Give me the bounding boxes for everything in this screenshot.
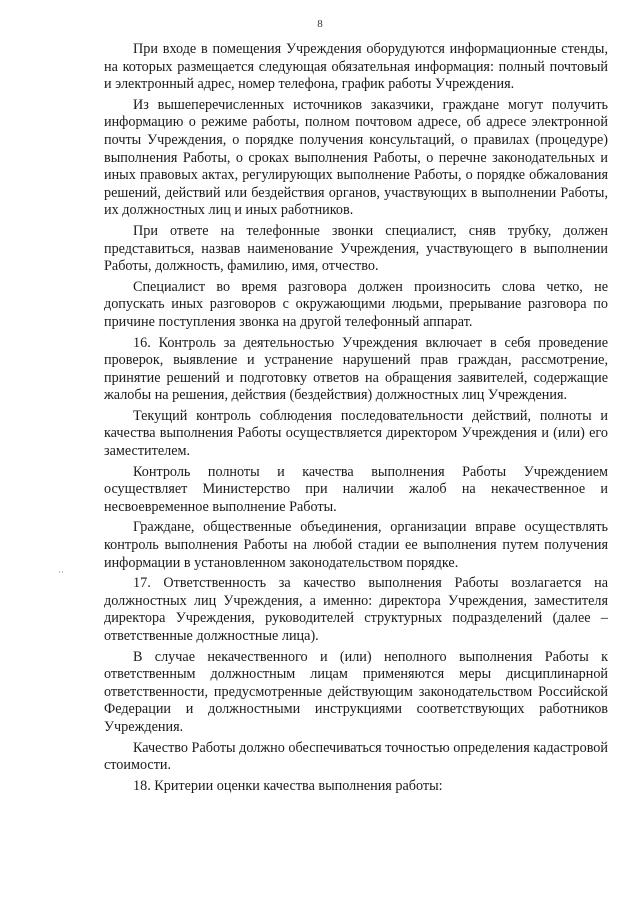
paragraph-specialist-speech: Специалист во время разговора должен произносить слова четко, не допускать иных разговоров с окружающими людьми, прерывание разговора по причине поступления звонка на другой телефонный аппарат. [104,278,608,330]
paragraph-section-18-criteria: 18. Критерии оценки качества выполнения работы: [133,777,443,794]
paragraph-quality-accuracy: Качество Работы должно обеспечиваться точностью определения кадастровой стоимости. [104,739,608,774]
page-number: 8 [317,18,323,30]
paragraph-citizen-control: Граждане, общественные объединения, организации вправе осуществлять контроль выполнения Работы на любой стадии ее выполнения путем получения информации в установленном законодательством порядке. [104,519,608,571]
document-body [104,41,608,798]
paragraph-info-stands: При входе в помещения Учреждения оборудуются информационные стенды, на которых размещается следующая обязательная информация: полный почтовый и электронный адрес, номер телефона, график работы Учреждения. [104,41,608,93]
paragraph-current-control: Текущий контроль соблюдения последовательности действий, полноты и качества выполнения Работы осуществляется директором Учреждения и (или) его заместителем. [104,407,608,460]
paragraph-section-16-control: 16. Контроль за деятельностью Учреждения включает в себя проведение проверок, выявление и устранение нарушений прав граждан, рассмотрение, принятие решений и подготовку ответов на обращения заявителей, содержащие жалобы на решения, действия (бездействия) должностных лиц Учреждения. [104,334,608,404]
margin-mark: ·· [58,567,64,577]
paragraph-phone-calls: При ответе на телефонные звонки специалист, сняв трубку, должен представиться, назвав наименование Учреждения, участвующего в выполнении Работы, должность, фамилию, имя, отчество. [104,222,608,275]
paragraph-section-17-responsibility: 17. Ответственность за качество выполнения Работы возлагается на должностных лиц Учреждения, а именно: директора Учреждения, заместителя директора Учреждения, руководителей структурных подразделений (далее – ответственные должностные лица). [104,575,608,644]
paragraph-ministry-control: Контроль полноты и качества выполнения Работы Учреждением осуществляет Министерство при наличии жалоб на некачественное и несвоевременное выполнение Работы. [104,463,608,515]
paragraph-disciplinary-measures: В случае некачественного и (или) неполного выполнения Работы к ответственным должностным лицам применяются меры дисциплинарной ответственности, предусмотренные действующим законодательством Российской Федерации и должностными инструкциями соответствующих работников Учреждения. [104,648,608,735]
paragraph-information-sources: Из вышеперечисленных источников заказчики, граждане могут получить информацию о режиме работы, полном почтовом адресе, об адресе электронной почты Учреждения, о порядке получения консультаций, о правилах (процедуре) выполнения Работы, о сроках выполнения Работы, о перечне законодательных и иных правовых актах, регулирующих выполнение Работы, о порядке обжалования решений, действий или бездействия органов, участвующих в выполнении Работы, их должностных лиц и иных работников. [104,96,608,219]
